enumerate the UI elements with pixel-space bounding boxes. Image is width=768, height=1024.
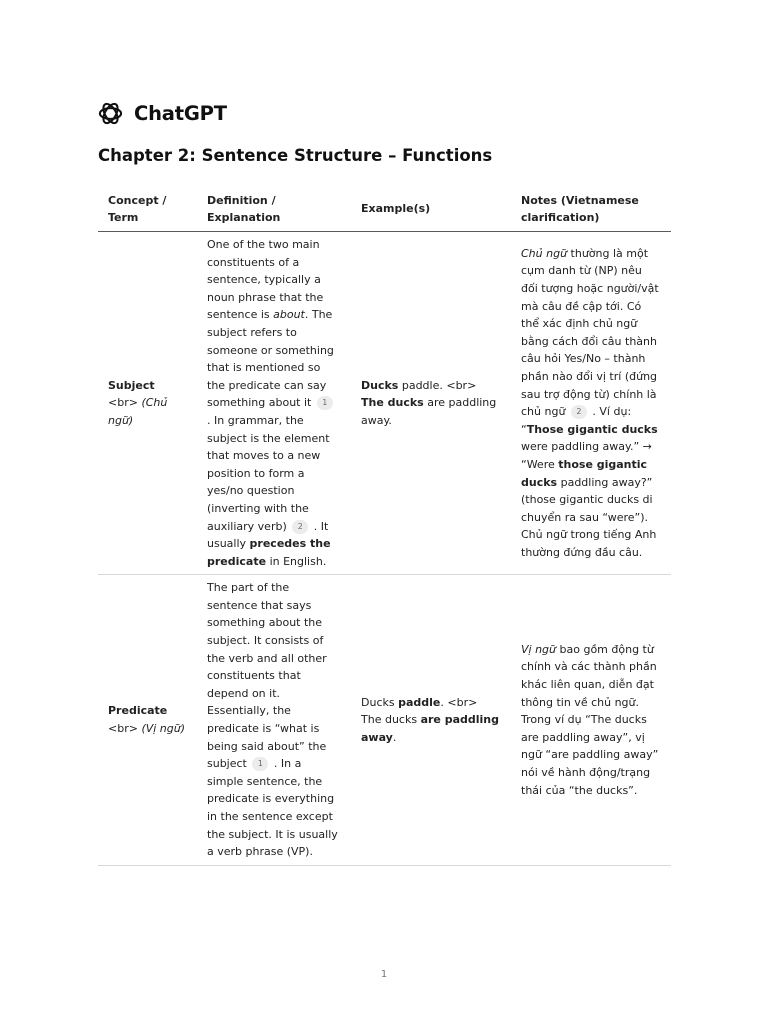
citation-badge[interactable]: 2 [292,520,308,534]
concept-table [98,186,671,866]
notes-emphasis: Vị ngữ [521,642,557,656]
example-cell [351,575,511,866]
definition-text: . In grammar, the subject is the element that moves to a new position to form a yes/no question (inverting with the auxiliary verb) [207,413,330,533]
notes-text: paddling away?” (those gigantic ducks di chuyển ra sau “were”). Chủ ngữ trong tiếng Anh thường đứng đầu câu. [521,475,657,559]
example-text: paddle. <br> [398,378,477,392]
example-text: . [392,730,397,744]
example-text: Ducks [361,695,399,709]
table-row-subject [98,232,671,575]
notes-text: bao gồm động từ chính và các thành phần khác liên quan, diễn đạt thông tin về chủ ngữ. Trong ví dụ “The ducks are paddling away”, vị ngữ “are paddling away” nói về hành động/trạng thái của “the ducks”. [521,642,659,797]
definition-text: . In a simple sentence, the predicate is everything in the sentence except the subject. It is usually a verb phrase (VP). [207,757,338,859]
column-header-term: Concept / Term [98,186,197,232]
notes-cell [511,575,671,866]
term-cell [98,575,197,866]
citation-badge[interactable]: 1 [317,396,333,410]
notes-bold: those gigantic ducks [521,457,648,489]
citation-badge[interactable]: 1 [252,757,268,771]
example-cell [351,232,511,575]
table-row-predicate [98,575,671,866]
definition-text: . It usually [207,519,329,551]
term-vietnamese: (Vị ngữ) [141,722,186,736]
column-header-examples: Example(s) [351,186,511,232]
example-bold: paddle [398,695,441,709]
notes-emphasis: Chủ ngữ [521,246,568,260]
openai-logo-icon [97,100,124,127]
term-name: Subject [108,378,155,392]
definition-text: . The subject refers to someone or something that is mentioned so the predicate can say something about it [207,308,334,410]
citation-badge[interactable]: 2 [571,405,587,419]
definition-bold: precedes the predicate [207,537,331,568]
example-bold: Ducks [361,378,399,392]
definition-cell [197,232,351,575]
notes-cell [511,232,671,575]
definition-text: One of the two main constituents of a sentence, typically a noun phrase that the sentence is [207,238,324,322]
column-header-definition: Definition / Explanation [197,186,351,232]
brand-name: ChatGPT [134,102,227,125]
term-cell [98,232,197,575]
example-text: are paddling away. [361,396,497,427]
term-name: Predicate [108,704,168,718]
notes-text: thường là một cụm danh từ (NP) nêu đối tượng hoặc người/vật mà câu đề cập tới. Có thể xác định chủ ngữ bằng cách đổi câu thành câu hỏi Yes/No – thành phần nào đổi vị trí (đứng sau trợ động từ) chính là chủ ngữ [521,246,659,419]
term-vietnamese: (Chủ ngữ) [108,396,168,427]
example-bold: The ducks [361,396,424,410]
example-text: . <br> The ducks [361,695,478,727]
definition-cell [197,575,351,866]
notes-text: were paddling away.” → “Were [521,440,652,471]
example-bold: are paddling away [361,713,499,744]
notes-bold: Those gigantic ducks [526,422,658,436]
chapter-title: Chapter 2: Sentence Structure – Functions [98,146,493,165]
definition-text: in English. [266,554,327,568]
term-text: <br> [108,722,142,736]
notes-text: . Ví dụ: “ [521,405,632,436]
table-header-row [98,186,671,232]
brand-header [97,100,227,127]
page-number: 1 [380,969,388,980]
term-text: <br> [108,396,142,410]
column-header-notes: Notes (Vietnamese clarification) [511,186,671,232]
definition-emphasis: about [273,308,305,322]
definition-text: The part of the sentence that says something about the subject. It consists of the verb and all other constituents that depend on it. Essentially, the predicate is “what is being said about” the subject [207,581,327,771]
